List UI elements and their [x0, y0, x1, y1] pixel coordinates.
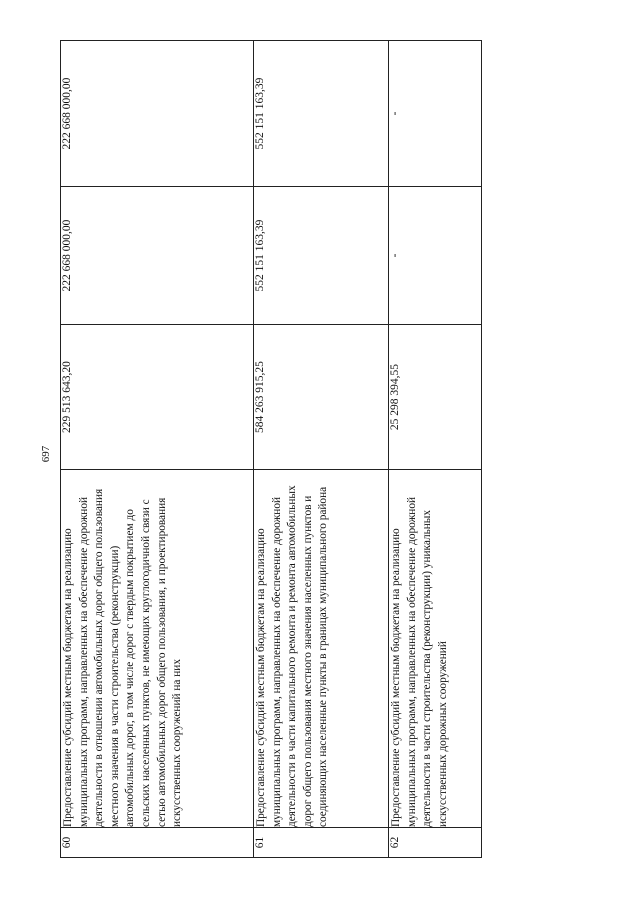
rotated-table-wrapper	[60, 41, 481, 858]
row-value-3: -	[389, 41, 482, 187]
row-number: 61	[254, 828, 389, 858]
page-number: 697	[40, 445, 52, 463]
row-description: Предоставление субсидий местным бюджетам на реализацию муниципальных программ, направленных на обеспечение дорожной деятельности в части капитального ремонта и ремонта автомобильных дорог общего пользования местного значения населенных пунктов и соединяющих населенные пункты в границах муниципального района	[254, 470, 389, 828]
row-value-2: -	[389, 187, 482, 325]
row-value-1: 229 513 643,20	[61, 325, 254, 470]
budget-table	[60, 40, 482, 858]
row-number: 62	[389, 828, 482, 858]
table-row-62	[389, 41, 482, 858]
row-value-3: 222 668 000,00	[61, 41, 254, 187]
row-description: Предоставление субсидий местным бюджетам на реализацию муниципальных программ, направленных на обеспечение дорожной деятельности в отношении автомобильных дорог общего пользования местного значения в части строительства (реконструкции) автомобильных дорог, в том числе дорог с твердым покрытием до сельских населенных пунктов, не имеющих круглогодичной связи с сетью автомобильных дорог общего пользования, и проектирования искусственных сооружений на них	[61, 470, 254, 828]
row-value-1: 584 263 915,25	[254, 325, 389, 470]
row-value-3: 552 151 163,39	[254, 41, 389, 187]
row-number: 60	[61, 828, 254, 858]
row-description: Предоставление субсидий местным бюджетам на реализацию муниципальных программ, направленных на обеспечение дорожной деятельности в части строительства (реконструкции) уникальных искусственных дорожных сооружений	[389, 470, 482, 828]
row-value-2: 552 151 163,39	[254, 187, 389, 325]
table-row-61	[254, 41, 389, 858]
table-row-60	[61, 41, 254, 858]
row-value-1: 25 298 394,55	[389, 325, 482, 470]
row-value-2: 222 668 000,00	[61, 187, 254, 325]
